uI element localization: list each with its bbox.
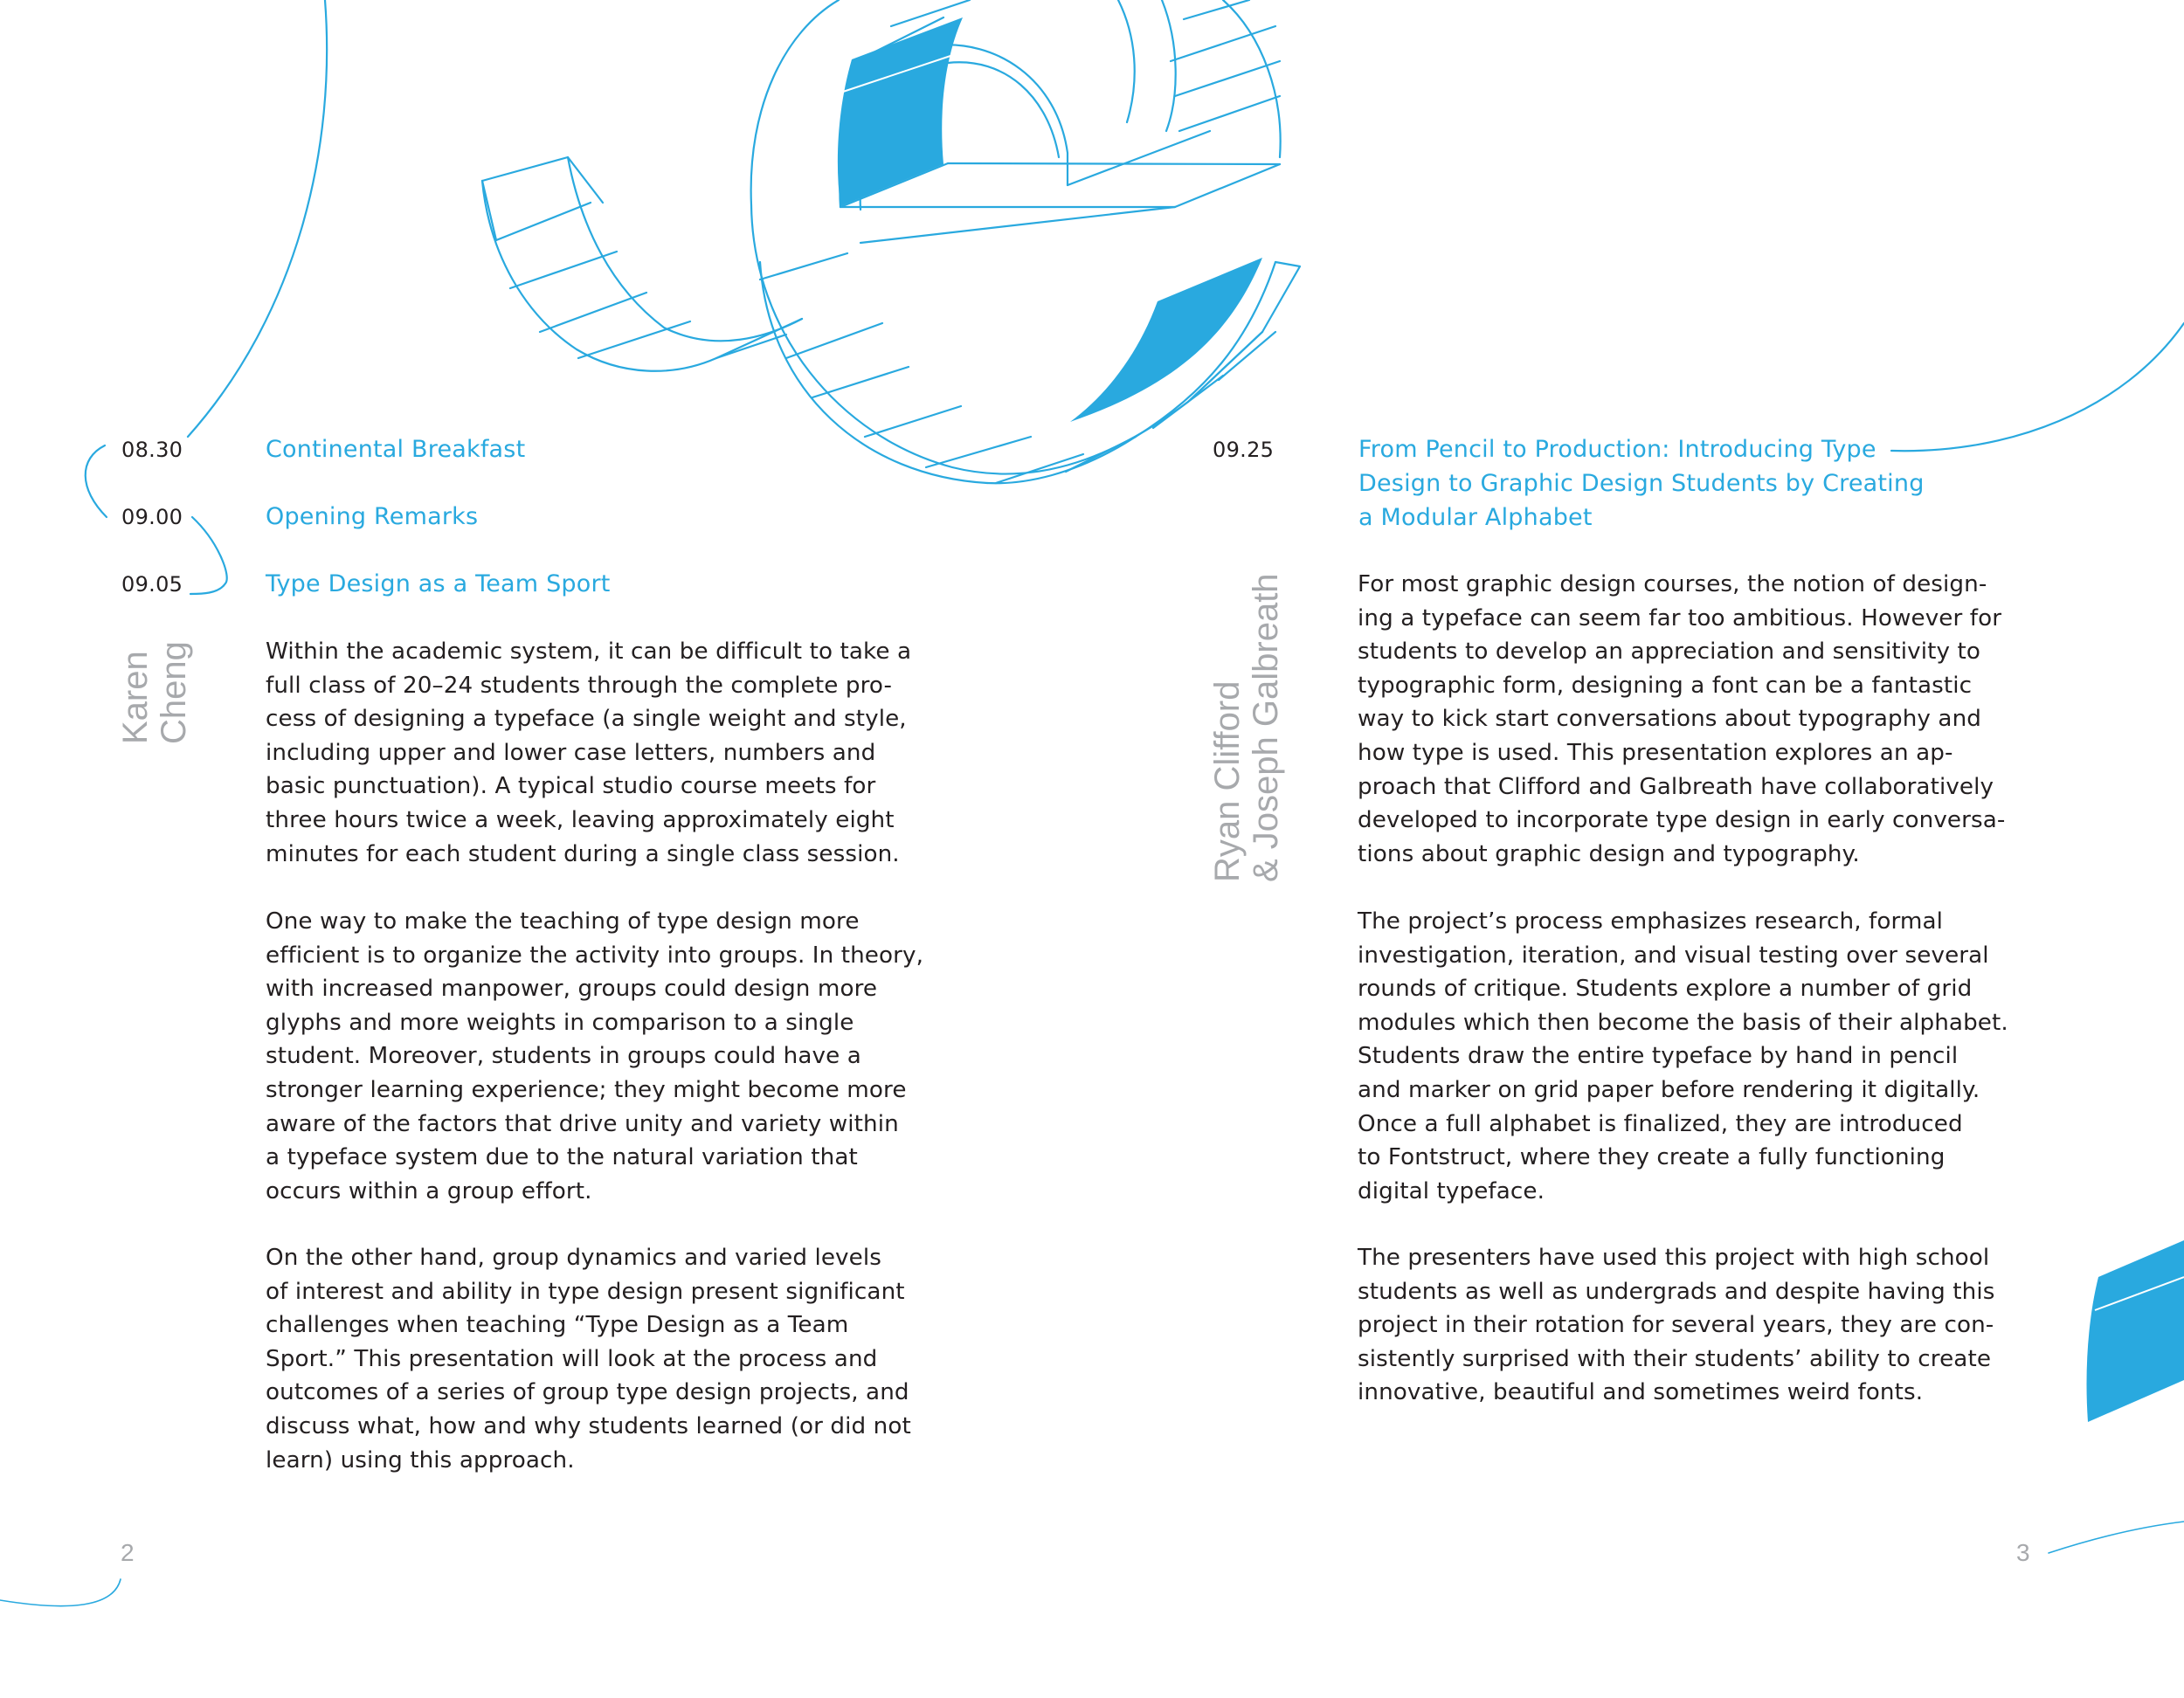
filled-plane-edge bbox=[2087, 1240, 2184, 1422]
page-number: 3 bbox=[2016, 1539, 2030, 1566]
connector-curve-top bbox=[188, 0, 327, 437]
abstract-paragraph: Within the academic system, it can be difficult to take a full class of 20–24 students through the complete pro- cess of designing a typeface (a single weight and style, including upper and lower case letters, numbers and basic punctuation). A typical studio course meets for three hours twice a week, leaving approximately eight minutes for each student during a single class session. bbox=[266, 638, 912, 867]
speaker-name: Ryan Clifford & Joseph Galbreath bbox=[1208, 573, 1285, 882]
session-time: 09.05 bbox=[121, 572, 183, 597]
abstract-paragraph: The project’s process emphasizes research, formal investigation, iteration, and visual testing over several rounds of critique. Students explore a number of grid modules which then become the basis of their alphabet. Students draw the entire typeface by hand in pencil and marker on grid paper before rendering it digitally. Once a full alphabet is finalized, they are introduced to Fontstruct, where they create a fully functioning digital typeface. bbox=[1358, 908, 2008, 1204]
abstract-paragraph: For most graphic design courses, the notion of design- ing a typeface can seem far too ambitious. However for students to develop an appreciation and sensitivity to typographic form, designing a font can be a fantastic way to kick start conversations about typography and how type is used. This presentation explores an ap- proach that Clifford and Galbreath have collaboratively developed to incorporate type design in early conversa- tions about graphic design and typography. bbox=[1358, 571, 2006, 867]
speaker-name: Karen Cheng bbox=[116, 641, 193, 744]
session-title: Continental Breakfast bbox=[266, 436, 526, 463]
swoosh-bottom-right bbox=[2049, 1522, 2184, 1553]
swoosh-bottom-left bbox=[0, 1579, 121, 1606]
abstract-paragraph: One way to make the teaching of type design more efficient is to organize the activity into groups. In theory, with increased manpower, groups could design more glyphs and more weights in comparison to a single student. Moreover, students in groups could have a stronger learning experience; they might become more aware of the factors that drive unity and variety within a typeface system due to the natural variation that occurs within a group effort. bbox=[266, 908, 924, 1204]
connector-curve-right bbox=[1891, 323, 2184, 451]
session-time: 09.00 bbox=[121, 505, 183, 529]
session-title: From Pencil to Production: Introducing Type Design to Graphic Design Students by Creating a Modular Alphabet bbox=[1358, 436, 1925, 531]
session-title: Type Design as a Team Sport bbox=[266, 570, 611, 597]
connector-bracket-1 bbox=[86, 445, 107, 517]
connector-bracket-2 bbox=[190, 517, 227, 594]
page-number: 2 bbox=[121, 1539, 135, 1566]
wireframe-letter-e bbox=[751, 0, 1300, 483]
session-time: 08.30 bbox=[121, 438, 183, 462]
filled-plane-counter bbox=[838, 17, 963, 206]
abstract-paragraph: The presenters have used this project with high school students as well as undergrads and despite having this project in their rotation for several years, they are con- sistently surprised with their students’ ability to create innovative, beautiful and sometimes weird fonts. bbox=[1358, 1245, 1995, 1406]
session-title: Opening Remarks bbox=[266, 503, 479, 530]
session-time: 09.25 bbox=[1213, 438, 1275, 462]
wireframe-letter-left bbox=[482, 157, 802, 371]
abstract-paragraph: On the other hand, group dynamics and varied levels of interest and ability in type design present significant challenges when teaching “Type Design as a Team Sport.” This presentation will look at the process and outcomes of a series of group type design projects, and discuss what, how and why students learned (or did not learn) using this approach. bbox=[266, 1245, 911, 1474]
filled-plane-terminal bbox=[1070, 258, 1262, 422]
